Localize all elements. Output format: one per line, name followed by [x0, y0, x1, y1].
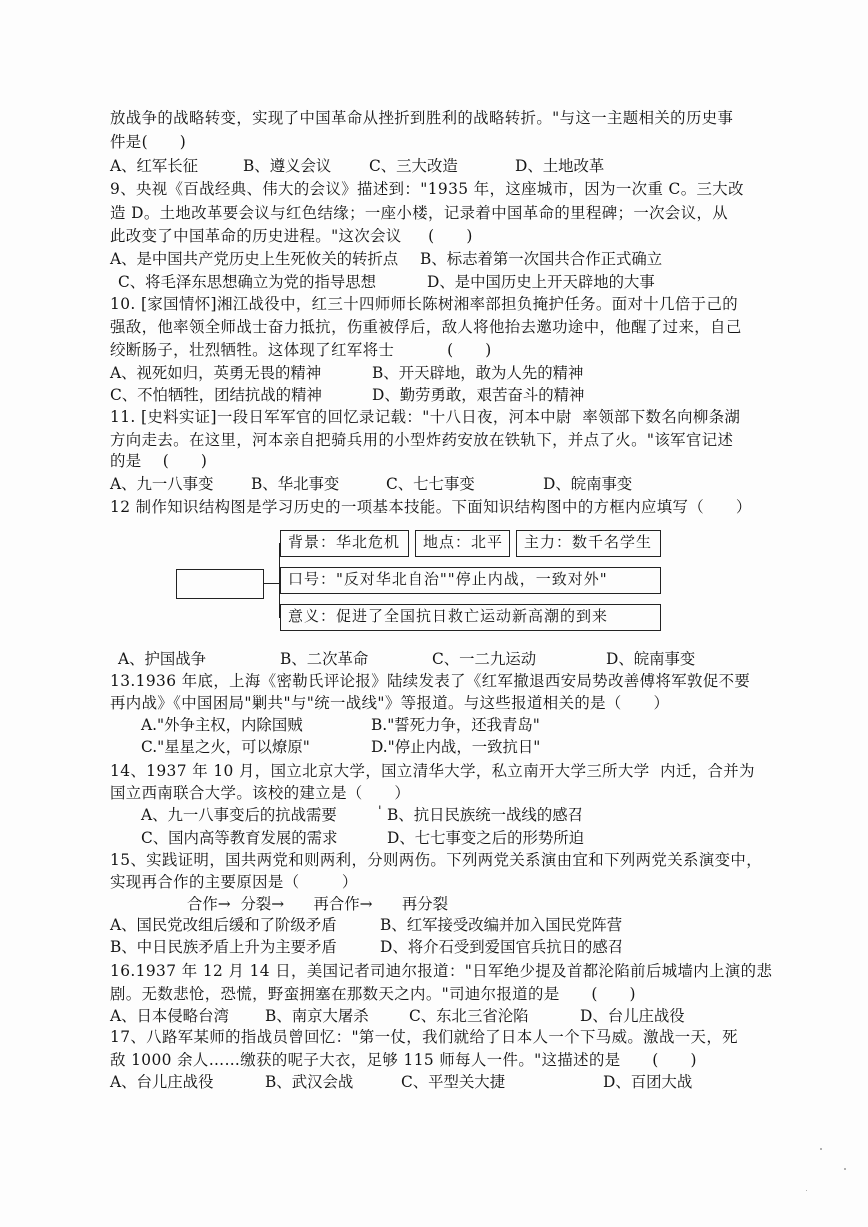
question-10-stem-line-2: 强敌，他率领全师战士奋力抵抗，伤重被俘后，敌人将他抬去邀功途中，他醒了过来，自己	[110, 318, 742, 336]
question-15-stem-line-2: 实现再合作的主要原因是（ ）	[110, 873, 358, 891]
q8-option-b[interactable]: B、遵义会议	[243, 157, 332, 175]
diagram-background-box: 背景：华北危机	[280, 530, 409, 557]
q12-option-b[interactable]: B、二次革命	[280, 650, 369, 668]
diagram-force-box: 主力：数千名学生	[516, 530, 661, 557]
q12-option-d[interactable]: D、皖南事变	[606, 650, 696, 668]
q9-option-c[interactable]: C、将毛泽东思想确立为党的指导思想	[118, 273, 377, 291]
q14-option-d[interactable]: D、七七事变之后的形势所迫	[387, 829, 585, 847]
q14-option-a[interactable]: A、九一八事变后的抗战需要	[141, 806, 337, 824]
question-8-stem-line-1: 放战争的战略转变，实现了中国革命从挫折到胜利的战略转折。"与这一主题相关的历史事	[110, 109, 734, 127]
q8-option-c[interactable]: C、三大改造	[369, 157, 458, 175]
question-11-stem-line-3: 的是 ( )	[110, 452, 208, 470]
q9-option-b[interactable]: B、标志着第一次国共合作正式确立	[420, 250, 663, 268]
q8-option-d[interactable]: D、土地改革	[515, 157, 605, 175]
q11-option-d[interactable]: D、皖南事变	[543, 475, 633, 493]
question-15-flow: 合作→ 分裂→ 再合作→ 再分裂	[187, 895, 449, 913]
diagram-connector-stem	[264, 583, 280, 584]
diagram-place-box: 地点：北平	[415, 530, 510, 557]
question-11-stem-line-1: 11. [史料实证]一段日军军官的回忆录记载："十八日夜，河本中尉 率领部下数名向柳条湖	[110, 408, 741, 426]
question-9-stem-line-3: 此改变了中国革命的历史进程。"这次会议 ( )	[110, 227, 473, 245]
q16-option-b[interactable]: B、南京大屠杀	[265, 1007, 369, 1025]
q12-option-c[interactable]: C、一二九运动	[432, 650, 537, 668]
question-14-stem-line-2: 国立西南联合大学。该校的建立是（ ）	[110, 784, 411, 802]
diagram-meaning-box: 意义：促进了全国抗日救亡运动新高潮的到来	[280, 604, 661, 631]
q10-option-d[interactable]: D、勤劳勇敢，艰苦奋斗的精神	[372, 386, 585, 404]
question-16-stem-line-1: 16.1937 年 12 月 14 日，美国记者司迪尔报道："日军绝少提及首都沦陷前后城墙内上演的悲	[110, 962, 773, 980]
q13-option-b[interactable]: B."誓死力争，还我青岛"	[371, 716, 540, 734]
q9-option-d[interactable]: D、是中国历史上开天辟地的大事	[427, 273, 655, 291]
q12-option-a[interactable]: A、护国战争	[118, 650, 207, 668]
q9-option-a[interactable]: A、是中国共产党历史上生死攸关的转折点	[110, 250, 399, 268]
question-9-stem-line-2: 造 D。土地改革要会议与红色结缘；一座小楼，记录着中国革命的里程碑；一次会议，从	[110, 204, 729, 222]
question-8-stem-line-2: 件是( )	[110, 133, 187, 151]
scan-speck	[820, 1148, 822, 1150]
scan-speck	[806, 1190, 807, 1191]
question-17-stem-line-2: 敌 1000 余人……缴获的呢子大衣，足够 115 师每人一件。"这描述的是 ( )	[110, 1051, 697, 1069]
scan-speck	[844, 1168, 846, 1170]
q17-option-d[interactable]: D、百团大战	[603, 1073, 693, 1091]
q15-option-a[interactable]: A、国民党改组后缓和了阶级矛盾	[110, 916, 337, 934]
diagram-blank-box[interactable]	[176, 569, 264, 599]
q11-option-a[interactable]: A、九一八事变	[110, 475, 214, 493]
q15-option-d[interactable]: D、将介石受到爱国官兵抗日的感召	[380, 938, 624, 956]
question-13-stem-line-2: 再内战》《中国困局"剿共"与"统一战线"》等报道。与这些报道相关的是（ ）	[110, 694, 670, 712]
question-12-stem: 12 制作知识结构图是学习历史的一项基本技能。下面知识结构图中的方框内应填写（ ）	[110, 498, 752, 516]
q13-option-a[interactable]: A."外争主权，内除国贼	[141, 716, 303, 734]
q10-option-c[interactable]: C、不怕牺牲，团结抗战的精神	[110, 386, 322, 404]
question-13-stem-line-1: 13.1936 年底，上海《密勒氏评论报》陆续发表了《红军撤退西安局势改善傅将军敦促不要	[110, 672, 751, 690]
question-16-stem-line-2: 剧。无数悲怆，恐慌，野蛮拥塞在那数天之内。"司迪尔报道的是 ( )	[110, 985, 636, 1003]
question-14-stem-line-1: 14、1937 年 10 月，国立北京大学，国立清华大学，私立南开大学三所大学 内迁，合并为	[110, 762, 755, 780]
q11-option-b[interactable]: B、华北事变	[251, 475, 340, 493]
q11-option-c[interactable]: C、七七事变	[386, 475, 475, 493]
q16-option-c[interactable]: C、东北三省沦陷	[409, 1007, 529, 1025]
q10-option-b[interactable]: B、开天辟地，敢为人先的精神	[372, 364, 584, 382]
q17-option-b[interactable]: B、武汉会战	[265, 1073, 354, 1091]
question-9-stem-line-1: 9、央视《百战经典、伟大的会议》描述到："1935 年，这座城市，因为一次重 C。三大改	[110, 180, 744, 198]
q14-option-b[interactable]: B、抗日民族统一战线的感召	[387, 806, 583, 824]
q17-option-c[interactable]: C、平型关大捷	[401, 1073, 506, 1091]
question-11-stem-line-2: 方向走去。在这里，河本亲自把骑兵用的小型炸药安放在铁轨下，并点了火。"该军官记述	[110, 431, 734, 449]
q15-option-b[interactable]: B、红军接受改编并加入国民党阵营	[380, 916, 623, 934]
q13-option-d[interactable]: D."停止内战，一致抗日"	[371, 738, 541, 756]
q17-option-a[interactable]: A、台儿庄战役	[110, 1073, 214, 1091]
question-17-stem-line-1: 17、八路军某师的指战员曾回忆："第一仗，我们就给了日本人一个下马威。激战一天，死	[110, 1028, 738, 1046]
q10-option-a[interactable]: A、视死如归，英勇无畏的精神	[110, 364, 322, 382]
question-15-stem-line-1: 15、实践证明，国共两党和则两利，分则两伤。下列两党关系演由宜和下列两党关系演变中，	[110, 851, 763, 869]
question-10-stem-line-3: 绞断肠子，壮烈牺牲。这体现了红军将士 ( )	[110, 341, 492, 359]
stray-mark: '	[378, 804, 382, 819]
q16-option-a[interactable]: A、日本侵略台湾	[110, 1007, 229, 1025]
q14-option-c[interactable]: C、国内高等教育发展的需求	[141, 829, 338, 847]
q16-option-d[interactable]: D、台儿庄战役	[580, 1007, 685, 1025]
q8-option-a[interactable]: A、红军长征	[110, 157, 199, 175]
question-10-stem-line-1: 10. [家国情怀]湘江战役中，红三十四师师长陈树湘率部担负掩护任务。面对十几倍于己的	[110, 295, 739, 313]
diagram-slogan-box: 口号："反对华北自治""停止内战，一致对外"	[280, 567, 661, 594]
q13-option-c[interactable]: C."星星之火，可以燎原"	[141, 738, 310, 756]
q15-option-c[interactable]: B、中日民族矛盾上升为主要矛盾	[110, 938, 337, 956]
